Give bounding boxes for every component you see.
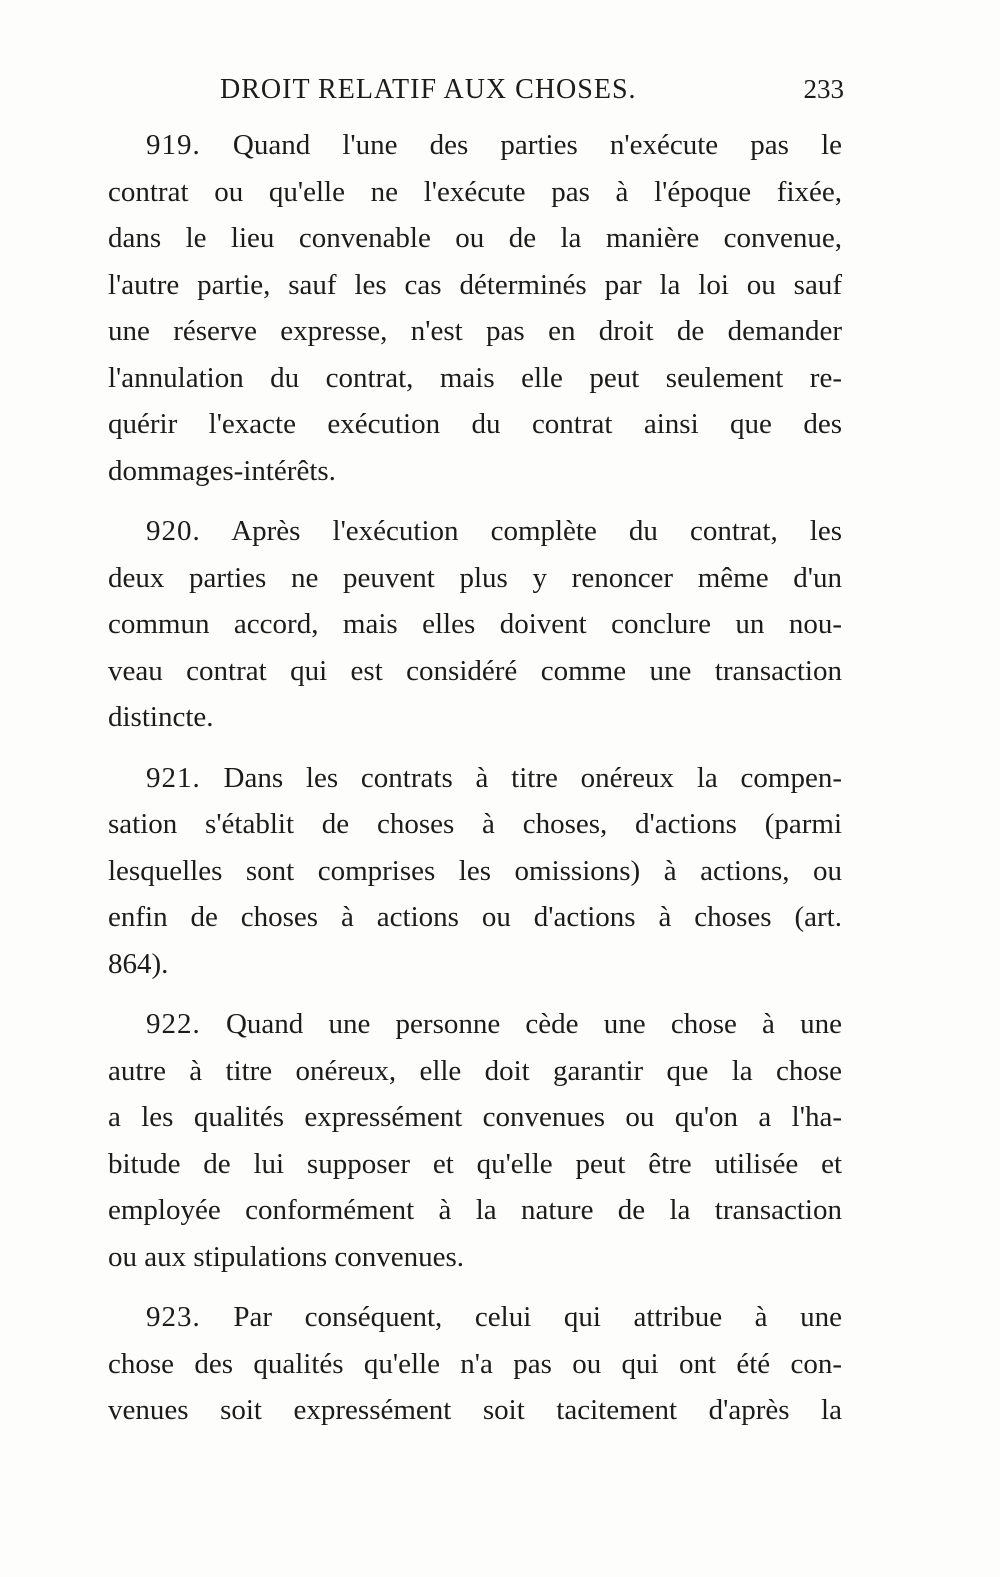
text-line: une réserve expresse, n'est pas en droit de demander: [108, 315, 842, 347]
paragraph-922: [108, 1001, 842, 1280]
text-line: [108, 122, 842, 169]
text-line: veau contrat qui est considéré comme une transaction: [108, 654, 842, 687]
text-line: lesquelles sont comprises les omissions) à actions, ou: [108, 854, 842, 887]
text-line: dans le lieu convenable ou de la manière convenue,: [108, 222, 842, 254]
text-line: ou aux stipulations convenues.: [108, 1240, 465, 1273]
text-line: [108, 1294, 842, 1341]
paragraph-number: 920.: [146, 515, 201, 547]
text-line: quérir l'exacte exécution du contrat ainsi que des: [108, 408, 842, 440]
line-text: Après l'exécution complète du contrat, les: [231, 515, 842, 547]
paragraph-920: [108, 508, 842, 741]
paragraph-number: 922.: [146, 1008, 201, 1040]
text-line: enfin de choses à actions ou d'actions à choses (art.: [108, 901, 842, 933]
page-number: 233: [803, 74, 844, 104]
text-line: chose des qualités qu'elle n'a pas ou qui ont été con-: [108, 1347, 842, 1380]
page-body: [108, 122, 842, 1448]
text-line: sation s'établit de choses à choses, d'actions (parmi: [108, 808, 842, 840]
paragraph-923: [108, 1294, 842, 1434]
line-text: Par conséquent, celui qui attribue à une: [233, 1301, 842, 1333]
paragraph-number: 923.: [146, 1301, 201, 1333]
paragraph-919: [108, 122, 842, 494]
paragraph-number: 919.: [146, 129, 201, 161]
text-line: [108, 755, 842, 802]
text-line: distincte.: [108, 701, 214, 733]
text-line: [108, 1001, 842, 1048]
text-line: employée conformément à la nature de la transaction: [108, 1194, 842, 1226]
text-line: dommages-intérêts.: [108, 454, 336, 487]
line-text: Dans les contrats à titre onéreux la compen-: [223, 761, 843, 794]
text-line: 864).: [108, 947, 169, 980]
text-line: contrat ou qu'elle ne l'exécute pas à l'époque fixée,: [108, 175, 842, 208]
page-header: [108, 74, 844, 114]
text-line: l'autre partie, sauf les cas déterminés par la loi ou sauf: [108, 268, 842, 301]
text-line: bitude de lui supposer et qu'elle peut être utilisée et: [108, 1147, 842, 1180]
text-line: venues soit expressément soit tacitement d'après la: [108, 1394, 842, 1426]
text-line: autre à titre onéreux, elle doit garantir que la chose: [108, 1054, 842, 1087]
paragraph-921: [108, 755, 842, 988]
line-text: Quand l'une des parties n'exécute pas le: [232, 129, 843, 161]
paragraph-number: 921.: [146, 761, 201, 794]
running-title: DROIT RELATIF AUX CHOSES.: [220, 74, 637, 105]
text-line: l'annulation du contrat, mais elle peut seulement re-: [108, 361, 842, 394]
text-line: [108, 508, 842, 555]
text-line: commun accord, mais elles doivent conclure un nou-: [108, 608, 842, 640]
text-line: deux parties ne peuvent plus y renoncer même d'un: [108, 561, 842, 594]
line-text: Quand une personne cède une chose à une: [225, 1008, 842, 1040]
text-line: a les qualités expressément convenues ou qu'on a l'ha-: [108, 1101, 842, 1133]
